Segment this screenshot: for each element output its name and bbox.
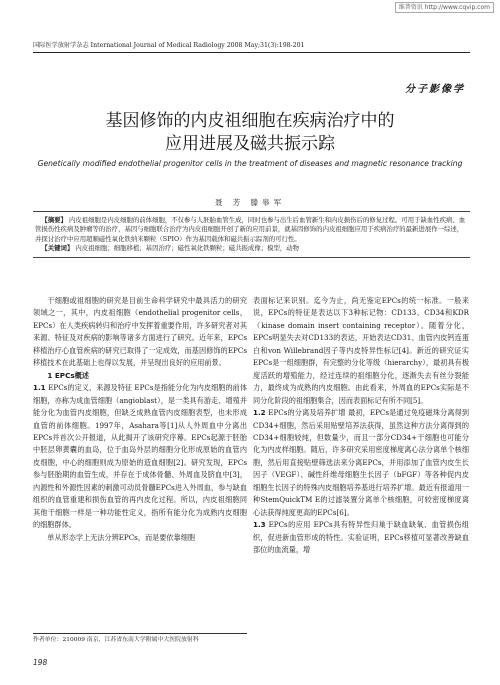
subsection-text: EPCs的应用 EPCs具有特异性归巢于缺血缺氧、血管损伤组织，促进新血管形成的特性。实验证明，EPCs移植可显著改善缺血部位的血流量，增 <box>253 520 470 555</box>
subsection-paragraph <box>253 519 469 556</box>
abstract-text: 内皮祖细胞是内皮细胞的前体细胞，不仅参与人胚胎血管生成，同时也参与出生后血管新生和内皮损伤后的修复过程。可用于缺血性疾病、血管损伤性疾病及肿瘤等的治疗，基因与细胞联合治疗为内皮祖细胞开创了新的应用前景，就基因修饰的内皮祖细胞应用于疾病治疗的最新进展作一综述，并探讨治疗中应用超顺磁性氧化铁纳米颗粒（SPIO）作为基因载体和磁共振示踪剂的可行性。 <box>35 216 466 243</box>
watermark: 维普资讯 http://www.cqvip.com <box>395 2 494 13</box>
body-paragraph: 单从形态学上无法分辨EPCs，而是要依靠细胞 <box>47 532 195 542</box>
section-heading: 1 EPCs概述 <box>47 370 89 380</box>
right-column <box>253 295 469 557</box>
subsection-text: EPCs的分离及培养扩增 最初，EPCs是通过免疫磁珠分离得到CD34+细胞，然后采用贴壁培养法获得，虽然这种方法分离得到的CD34+细胞较纯，但数量少，而且一部分CD34+干细胞也可能分化为内皮样细胞。随后，许多研究采用密度梯度离心法分离单个核细胞，然后用直接贴壁筛选法来分离EPCs，并用添加了血管内皮生长因子（VEGF）、碱性纤维母细胞生长因子（bFGF）等各种促内皮细胞生长因子的特殊内皮细胞培养基进行培养扩增。最近有报道用一种StemQuickTM E的过滤装置分离单个核细胞，可较密度梯度离心法获得纯度更高的EPCs[6]。 <box>253 408 469 517</box>
section-tag: 分子影像学 <box>405 84 465 95</box>
running-header: 国际医学放射学杂志 International Journal of Medical Radiology 2008 May;31(3):198-201 <box>33 41 470 53</box>
abstract-label: 【摘要】 <box>41 216 67 224</box>
subsection-number: 1.2 <box>253 408 269 418</box>
footnote: 作者单位：210009 南京，江苏省东南大学附属中大医院放射科 <box>33 633 247 644</box>
title-cn <box>0 110 500 156</box>
page-number: 198 <box>33 658 48 667</box>
body-paragraph: 表面标记来识别。迄今为止，尚无鉴定EPCs的统一标准。一般来说，EPCs的特征是表达以下3种标记物：CD133、CD34和KDR（kinase domain insert containing receptor）。随着分化，EPCs明显失去对CD133的表达，开始表达CD31、血管内皮钙连蛋白和von Willebrand因子等内皮特异性标记[4]。新近的研究证实EPCs是一组细胞群，有完整的分化等级（hierarchy），最初具有极度活跃的增殖能力，经过连续的祖细胞分化，逐渐失去有丝分裂能力，最终成为成熟的内皮细胞。由此看来，外周血的EPCs实际是不同分化阶段的祖细胞集合，因而表面标记有所不同[5]。 <box>253 296 469 405</box>
body-paragraph: 干细胞或祖细胞的研究是目前生命科学研究中最具活力的研究领域之一，其中，内皮祖细胞（endothelial progenitor cells，EPCs）在人类疾病转归和治疗中发挥着重要作用，许多研究者对其来源、特征及对疾病的影响等诸多方面进行了研究。近年来，EPCs移植治疗心血管疾病的研究已取得了一定成效，而基因修饰的EPCs移植技术在此基础上也得以发展，并呈现出良好的应用前景。 <box>33 296 247 368</box>
keywords-label: 【关键词】 <box>41 243 74 252</box>
title-en <box>0 158 500 170</box>
subsection-number: 1.3 <box>253 520 269 530</box>
keywords <box>35 244 468 253</box>
abstract <box>35 216 468 244</box>
title-cn-text: 基因修饰的内皮祖细胞在疾病治疗中的 应用进展及磁共振示踪 <box>105 111 395 154</box>
subsection-text: EPCs的定义、来源及特征 EPCs是指能分化为内皮细胞的前体细胞，亦称为成血管细胞（angioblast），是一类具有游走、增殖并能分化为血管内皮细胞，但缺乏成熟血管内皮细胞表型，也未形成血管的前体细胞。1997年，Asahara等[1]从人外周血中分离出EPCs并首次公开报道，从此揭开了该研究序幕。EPCs起源于胚胎中胚层卵黄囊的血岛，位于血岛外层的细胞分化形成原始的血管内皮细胞，中心的细胞则成为原始的造血细胞[2]。研究发现，EPCs参与胚胎期的血管生成，并存在于成体骨髓、外周血及脐血中[3]，内源性和外源性因素的刺激可动员骨髓EPCs进入外周血，参与缺血组织的血管重建和损伤血管的再内皮化过程。所以，内皮祖细胞同其他干细胞一样是一种功能性定义，指所有能分化为成熟内皮细胞的细胞群体。 <box>33 383 247 530</box>
authors: 聂 芳 滕皋军 <box>214 198 286 207</box>
keywords-text: 内皮祖细胞；细胞移植；基因治疗；磁性氧化铁颗粒；磁共振成像；模型，动物 <box>75 243 300 252</box>
subsection-paragraph <box>33 382 247 531</box>
abstract-box <box>33 211 470 258</box>
subsection-paragraph <box>253 407 469 519</box>
left-column <box>33 295 247 544</box>
title-en-text: Genetically modified endothelial progenitor cells in the treatment of diseases and magnetic resonance tracking <box>37 159 463 168</box>
subsection-number: 1.1 <box>33 383 49 393</box>
